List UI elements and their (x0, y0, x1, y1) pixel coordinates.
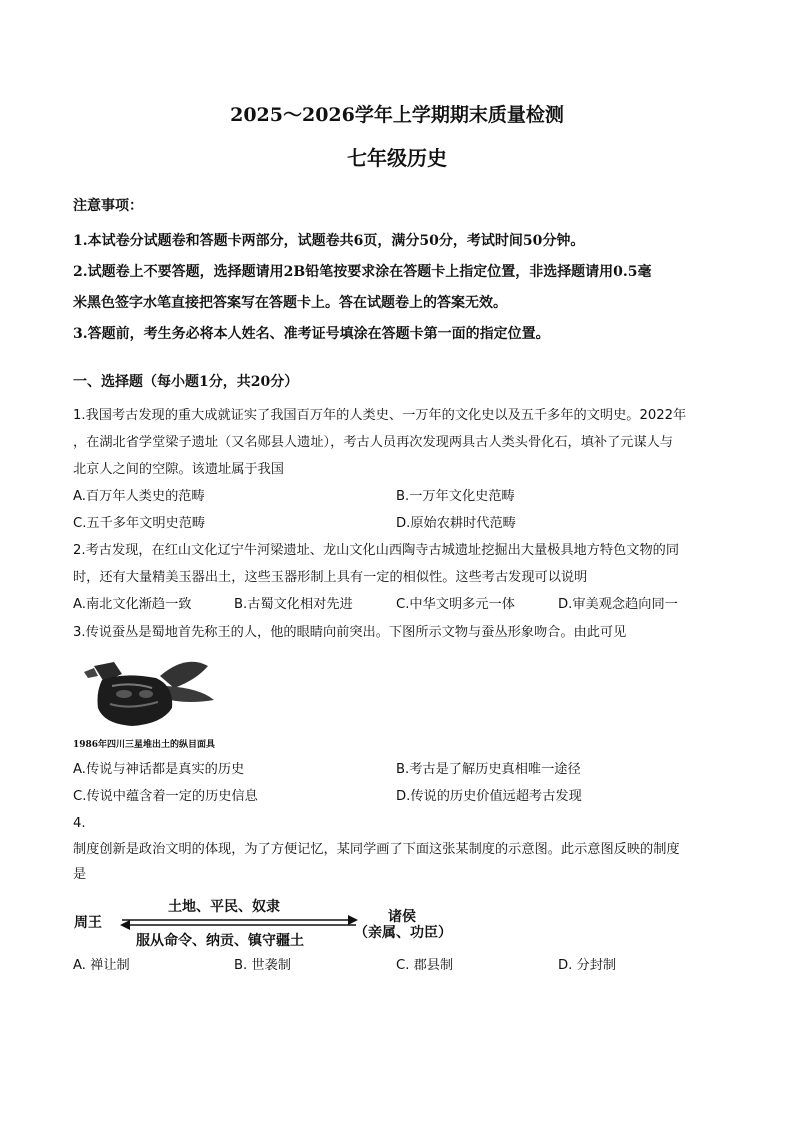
diagram-king-label: 周王 (74, 915, 102, 931)
q3-option-a: A.传说与神话都是真实的历史 (73, 762, 245, 777)
q3-option-b: B.考古是了解历史真相唯一途径 (396, 762, 581, 777)
q1-option-b: B.一万年文化史范畴 (396, 489, 515, 504)
notice-heading: 注意事项： (73, 198, 143, 214)
diagram-vassal-sub-label: （亲属、功臣） (354, 925, 452, 941)
figure-caption: 1986年四川三星堆出土的纵目面具 (73, 740, 216, 750)
q1-stem-line-1: 1.我国考古发现的重大成就证实了我国百万年的人类史、一万年的文化史以及五千多年的文明史。2022年 (73, 408, 687, 423)
q1-option-d: D.原始农耕时代范畴 (396, 516, 516, 531)
exam-subtitle: 七年级历史 (347, 146, 447, 170)
q4-stem-line-1: 制度创新是政治文明的体现，为了方便记忆，某同学画了下面这张某制度的示意图。此示意图反映的制度 (73, 842, 680, 857)
q2-stem-line-2: 时，还有大量精美玉器出土，这些玉器形制上具有一定的相似性。这些考古发现可以说明 (73, 570, 588, 585)
q4-option-d: D. 分封制 (558, 958, 617, 973)
q2-option-c: C.中华文明多元一体 (396, 597, 515, 612)
exam-title: 2025～2026学年上学期期末质量检测 (230, 104, 564, 126)
section-heading: 一、选择题（每小题1分，共20分） (73, 374, 299, 390)
notice-item-2-line-2: 米黑色签字水笔直接把答案写在答题卡上。答在试题卷上的答案无效。 (73, 295, 507, 311)
notice-item-1: 1.本试卷分试题卷和答题卡两部分，试题卷共6页，满分50分，考试时间50分钟。 (73, 233, 585, 249)
q4-option-c: C. 郡县制 (396, 958, 454, 973)
q1-stem-line-2: ，在湖北省学堂梁子遗址（又名郧县人遗址），考古人员再次发现两具古人类头骨化石，填补了元谋人与 (73, 435, 674, 450)
q4-stem-line-2: 是 (73, 867, 87, 882)
diagram-top-label: 土地、平民、奴隶 (168, 899, 280, 915)
q3-option-d: D.传说的历史价值远超考古发现 (396, 789, 582, 804)
q4-option-a: A. 禅让制 (73, 958, 130, 973)
notice-item-2-line-1: 2.试题卷上不要答题，选择题请用2B铅笔按要求涂在答题卡上指定位置，非选择题请用0.5毫 (73, 264, 652, 280)
bronze-mask-image (74, 652, 224, 732)
q2-option-b: B.古蜀文化相对先进 (234, 597, 353, 612)
q2-option-a: A.南北文化渐趋一致 (73, 597, 192, 612)
q1-option-c: C.五千多年文明史范畴 (73, 516, 206, 531)
q2-stem-line-1: 2.考古发现，在红山文化辽宁牛河梁遗址、龙山文化山西陶寺古城遗址挖掘出大量极具地方特色文物的同 (73, 543, 680, 558)
feudal-system-diagram (70, 892, 490, 952)
q2-option-d: D.审美观念趋向同一 (558, 597, 678, 612)
arrow-head-left (120, 920, 130, 930)
q1-stem-line-3: 北京人之间的空隙。该遗址属于我国 (73, 462, 284, 477)
diagram-vassal-label: 诸侯 (388, 909, 416, 925)
q3-stem-line-1: 3.传说蚕丛是蜀地首先称王的人，他的眼睛向前突出。下图所示文物与蚕丛形象吻合。由此可见 (73, 625, 627, 640)
q1-option-a: A.百万年人类史的范畴 (73, 489, 205, 504)
notice-item-3: 3.答题前，考生务必将本人姓名、准考证号填涂在答题卡第一面的指定位置。 (73, 326, 550, 342)
q4-option-b: B. 世袭制 (234, 958, 291, 973)
q3-option-c: C.传说中蕴含着一定的历史信息 (73, 789, 258, 804)
diagram-bottom-label: 服从命令、纳贡、镇守疆土 (136, 933, 304, 949)
q4-number: 4. (73, 816, 86, 831)
